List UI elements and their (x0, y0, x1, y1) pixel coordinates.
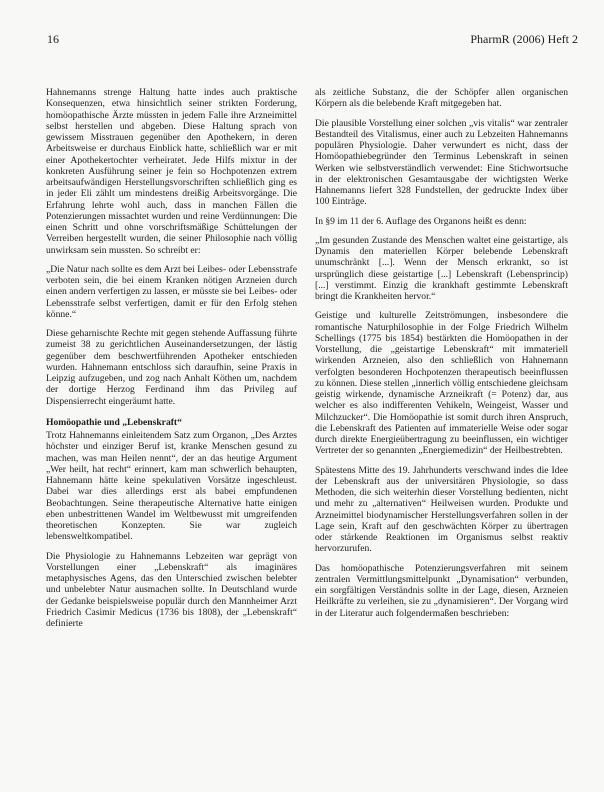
paragraph: Das homöopathische Potenzierungsverfahren mit seinem zentralen Vermittlungsmittelpunkt „Dynamisation“ verbunden, ein sorgfältigen Verständnis sollte in der Lage, diesen, Arzneien Heilkräfte zu verleihen, sie zu „dynamisieren“. Der Vorgang wird in der Literatur auch folgendermaßen beschrieben: (315, 562, 568, 619)
paragraph: Spätestens Mitte des 19. Jahrhunderts verschwand indes die Idee der Lebenskraft aus der universitären Physiologie, so dass Methoden, die sich weiterhin dieser Vorstellung bedienten, nicht und mehr zu „alternativen“ Heilweisen wurden. Produkte und Arzneimittel biodynamischer Herstellungsverfahren sollen in der Lage sein, Kraft auf den geschwächten Körper zu übertragen oder stärkende Reaktionen im Organismus selbst reaktiv hervorzurufen. (315, 464, 568, 555)
right-column (315, 87, 568, 627)
running-head: PharmR (2006) Heft 2 (470, 32, 578, 46)
paragraph: als zeitliche Substanz, die der Schöpfer allen organischen Körpern als die belebende Kraft mitgegeben hat. (315, 87, 568, 110)
paragraph: Die Physiologie zu Hahnemanns Lebzeiten war geprägt von Vorstellungen einer „Lebenskraft“ als imaginäres metaphysisches Agens, das den Unterschied zwischen belebter und unbelebter Natur ausmachen sollte. In Deutschland wurde der Gedanke beispielsweise populär durch den Mannheimer Arzt Friedrich Casimir Medicus (1736 bis 1808), der „Lebenskraft“ definierte (46, 550, 297, 629)
paragraph: Geistige und kulturelle Zeitströmungen, insbesondere die romantische Naturphilosophie in der Folge Friedrich Wilhelm Schellings (1775 bis 1854) bestärkten die Homöopathen in der Vorstellung, die „geistartige Lebenskraft“ mit immateriell wirkenden Arzneien, also den schließlich von Hahnemann verfolgten besonderen Hochpotenzen therapeutisch beeinflussen zu können. Diese stellen „innerlich völlig entschiedene gleichsam geistig wirkende, dynamische Arzneikraft (= Potenz) dar, aus welcher es also indifferenten Vehikeln, Weingeist, Wasser und Milchzucker“. Die Homöopathie ist somit durch ihren Anspruch, die Lebenskraft des Patienten auf immaterielle Weise oder sogar durch direkte Energieübertragung zu beeinflussen, ein wichtiger Vertreter der so genannten „Energiemedizin“ der Heilbestrebten. (315, 310, 568, 457)
paragraph: In §9 im 11 der 6. Auflage des Organons heißt es denn: (315, 215, 527, 227)
paragraph: Hahnemanns strenge Haltung hatte indes auch praktische Konsequenzen, etwa hinsichtlich seiner strikten Forderung, homöopathische Ärzte müssten in jedem Falle ihre Arzneimittel selbst herstellen und abgeben. Diese Haltung sprach von gewissem Misstrauen gegenüber den Apothekern, in deren Arbeitsweise er durchaus Einblick hatte, schließlich war er mit einer Apothekertochter verheiratet. Jede Hilfs mixtur in der konkreten Ausführung seiner je fein so Hochpotenzen extrem arbeitsaufwändigen Herstellungsvorschriften schließlich ging es in jeder Eli zählt um mindestens dreißig Arbeitsvorgänge. Die Erfahrung lehrte wohl auch, dass in manchen Fällen die Potenzierungen missachtet wurden und reine Verdünnungen: Die einen Schritt und ohne vorschriftsmäßige Schüttelungen der Verreiben hergestellt wurden, die seiner Philosophie nach völlig unwirksam sein mussten. So schreibt er: (46, 87, 297, 256)
section-heading: Homöopathie und „Lebenskraft“ (46, 416, 182, 428)
block-quote: „Im gesunden Zustande des Menschen waltet eine geistartige, als Dynamis den materiellen Körper belebende Lebenskraft unumschränkt [...]. Wenn der Mensch erkrankt, so ist ursprünglich diese geistartige [...] Lebenskraft (Lebensprincip) [...] verstimmt. Einzig die krankhaft gestimmte Lebenskraft bringt die Krankheiten hervor.“ (315, 234, 568, 302)
left-column (46, 87, 297, 637)
block-quote: „Die Natur nach sollte es dem Arzt bei Leibes- oder Lebensstrafe verboten sein, die bei einem Kranken nötigen Arzneien durch einen andern verfertigen zu lassen, er müsste sie bei Leibes- oder Lebensstrafe selbst verfertigen, damit er für den Erfolg stehen könne.“ (46, 263, 297, 320)
page-number: 16 (47, 32, 59, 46)
paragraph: Die plausible Vorstellung einer solchen „vis vitalis“ war zentraler Bestandteil des Vitalismus, einer auch zu Lebzeiten Hahnemanns populären Physiologie. Daher verwundert es nicht, dass der Homöopathiebegründer den Terminus Lebenskraft in seinen Werken wie selbstverständlich verwendet: Eine Stichwortsuche in der elektronischen Gesamtausgabe der wichtigsten Werke Hahnemanns liefert 328 Fundstellen, der gedruckte Index über 100 Einträge. (315, 117, 568, 208)
paragraph: Trotz Hahnemanns einleitendem Satz zum Organon, „Des Arztes höchster und einziger Beruf ist, kranke Menschen gesund zu machen, was man Heilen nennt“, der an das heutige Argument „Wer heilt, hat recht“ erinnert, kam man schwerlich behaupten, Hahnemann hätte keine spekulativen Vorsätze ingeschleust. Dabei war dies allerdings erst als babei empfundenen Beobachtungen. Seine therapeutische Alternative hatte einigen eben unbestrittenen Wandel im Weltbewusst mit umgreifenden theoretischen Konzepten. Sie war zugleich lebensweltkompatibel. (46, 430, 297, 543)
paragraph: Diese geharnischte Rechte mit gegen stehende Auffassung führte zumeist 38 zu gerichtlichen Auseinandersetzungen, der lästig gegenüber dem beschwertführenden Apotheker entschieden wurden. Hahnemann entschloss sich daraufhin, seine Praxis in Leipzig aufzugeben, und zog nach Anhalt Köthen um, nachdem der dortige Herzog Ferdinand ihm das Privileg auf Dispensierrecht eingeräumt hatte. (46, 328, 297, 407)
